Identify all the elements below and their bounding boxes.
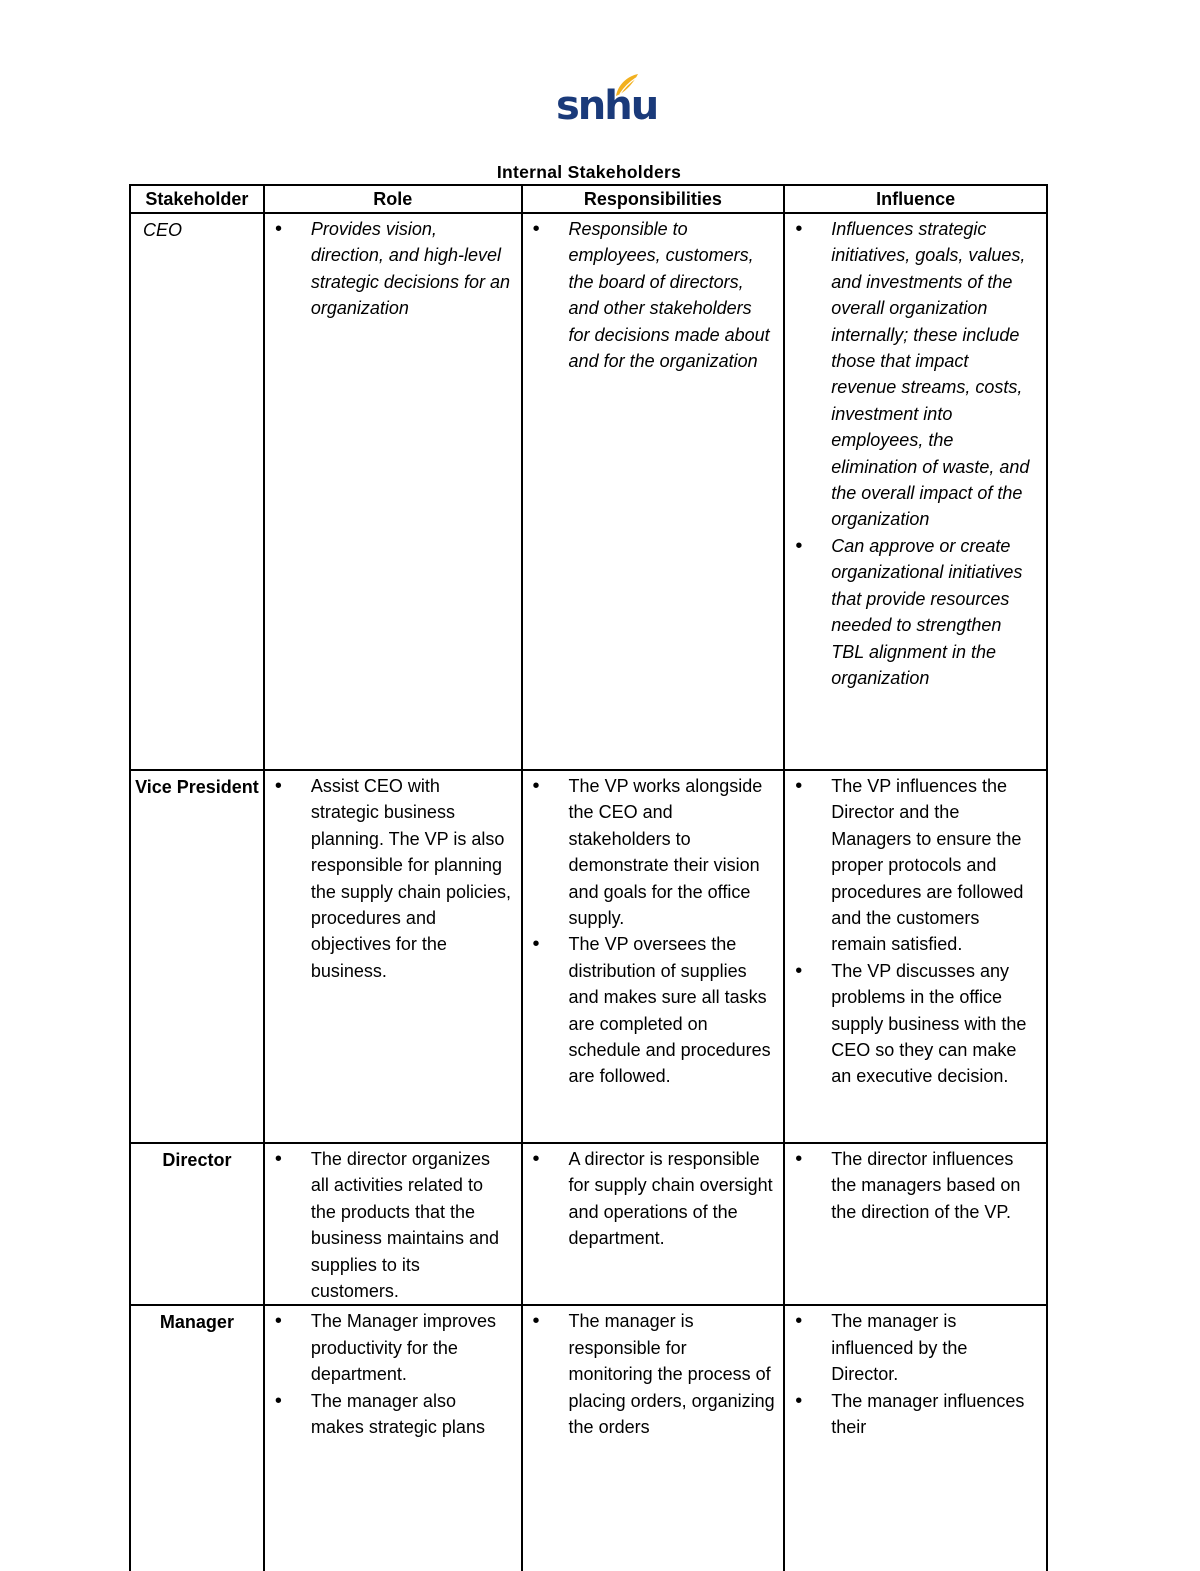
- role-cell: [264, 770, 522, 1143]
- influence-cell: [784, 1305, 1047, 1571]
- influence-cell: [784, 213, 1047, 770]
- role-cell: [264, 213, 522, 770]
- header-influence: Influence: [784, 185, 1047, 213]
- influence-cell: [784, 770, 1047, 1143]
- role-cell: [264, 1305, 522, 1571]
- influence-cell: [784, 1143, 1047, 1305]
- list-item: • The director influences the managers based on the direction of the VP.: [831, 1146, 1038, 1225]
- influence-list: [785, 214, 1046, 691]
- influence-list: [785, 771, 1046, 1090]
- influence-list: [785, 1144, 1046, 1225]
- list-item: • The VP influences the Director and the Managers to ensure the proper protocols and procedures are followed and the customers remain satisfied.: [831, 773, 1038, 958]
- list-item: • Provides vision, direction, and high-level strategic decisions for an organization: [311, 216, 513, 322]
- stakeholder-cell: CEO: [130, 213, 264, 770]
- responsibilities-cell: [522, 213, 785, 770]
- responsibilities-list: [523, 214, 784, 374]
- list-item: • A director is responsible for supply chain oversight and operations of the department.: [569, 1146, 776, 1252]
- list-item: • The VP discusses any problems in the office supply business with the CEO so they can make an executive decision.: [831, 958, 1038, 1090]
- responsibilities-list: [523, 771, 784, 1090]
- responsibilities-list: [523, 1144, 784, 1252]
- list-item: • Influences strategic initiatives, goals, values, and investments of the overall organization internally; these include those that impact revenue streams, costs, investment into employees, the elimination of waste, and the overall impact of the organization: [831, 216, 1038, 533]
- list-item: • Assist CEO with strategic business planning. The VP is also responsible for planning the supply chain policies, procedures and objectives for the business.: [311, 773, 513, 984]
- list-item: • The Manager improves productivity for the department.: [311, 1308, 513, 1387]
- table-row-vice-president: [130, 770, 1047, 1143]
- responsibilities-list: [523, 1306, 784, 1440]
- list-item: • The VP works alongside the CEO and stakeholders to demonstrate their vision and goals for the office supply.: [569, 773, 776, 931]
- table-row-director: [130, 1143, 1047, 1305]
- header-row: [130, 185, 1047, 213]
- role-cell: [264, 1143, 522, 1305]
- role-list: [265, 1306, 521, 1440]
- list-item: • The manager influences their: [831, 1388, 1038, 1441]
- list-item: • The director organizes all activities related to the products that the business maintains and supplies to its customers.: [311, 1146, 513, 1304]
- header-stakeholder: Stakeholder: [130, 185, 264, 213]
- responsibilities-cell: [522, 770, 785, 1143]
- stakeholders-table: [129, 184, 1048, 1571]
- list-item: • Can approve or create organizational initiatives that provide resources needed to strengthen TBL alignment in the organization: [831, 533, 1038, 691]
- table-caption: Internal Stakeholders: [496, 162, 682, 182]
- header-role: Role: [264, 185, 522, 213]
- role-list: [265, 1144, 521, 1304]
- table-row-ceo: [130, 213, 1047, 770]
- table-row-manager: [130, 1305, 1047, 1571]
- stakeholder-cell: Director: [130, 1143, 264, 1305]
- header-responsibilities: Responsibilities: [522, 185, 785, 213]
- stakeholder-cell: Manager: [130, 1305, 264, 1571]
- influence-list: [785, 1306, 1046, 1440]
- list-item: • The manager is responsible for monitoring the process of placing orders, organizing the orders: [569, 1308, 776, 1440]
- list-item: • Responsible to employees, customers, the board of directors, and other stakeholders for decisions made about and for the organization: [569, 216, 776, 374]
- responsibilities-cell: [522, 1143, 785, 1305]
- logo-text: snhu: [556, 83, 658, 129]
- role-list: [265, 214, 521, 322]
- list-item: • The VP oversees the distribution of supplies and makes sure all tasks are completed on schedule and procedures are followed.: [569, 931, 776, 1089]
- list-item: • The manager also makes strategic plans: [311, 1388, 513, 1441]
- role-list: [265, 771, 521, 984]
- list-item: • The manager is influenced by the Director.: [831, 1308, 1038, 1387]
- stakeholder-cell: Vice President: [130, 770, 264, 1143]
- snhu-logo: [552, 72, 658, 134]
- responsibilities-cell: [522, 1305, 785, 1571]
